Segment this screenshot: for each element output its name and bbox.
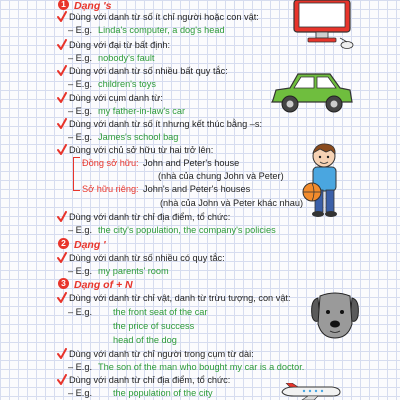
example-prefix: – E.g. [68,225,93,235]
example-prefix: – E.g. [68,79,93,89]
rule-text: Dùng với danh từ số ít nhưng kết thúc bằng –s: [69,119,263,129]
checkmark-icon [57,211,67,223]
section-number: 1 [58,0,69,10]
checkmark-icon [57,144,67,156]
checkmark-icon [57,118,67,130]
example-text: the population of the city [113,388,213,398]
example-prefix: – E.g. [68,106,93,116]
checkmark-icon [57,92,67,104]
example-text: my parents' room [98,266,169,276]
checkmark-icon [57,292,67,304]
example-text: The son of the man who bought my car is a doctor. [98,362,305,372]
example-text: James's school bag [98,132,179,142]
car-icon [268,68,354,118]
checkmark-icon [57,39,67,51]
example-prefix: – E.g. [68,25,93,35]
section-title: Dạng 's [74,0,112,12]
rule-text: Dùng với danh từ chỉ vật, danh từ trừu tượng, con vật: [69,293,291,303]
separate-text: John's and Peter's houses [143,184,251,194]
section-title: Dạng ' [74,239,106,251]
rule-text: Dùng với danh từ số nhiều bất quy tắc: [69,66,228,76]
ownership-bracket [73,157,80,191]
checkmark-icon [57,348,67,360]
boy-with-ball-icon [302,142,348,220]
checkmark-icon [57,374,67,386]
dog-icon [308,290,362,344]
example-text: the front seat of the car [113,307,208,317]
joint-label: Đồng sở hữu: [82,158,139,168]
rule-text: Dùng với danh từ chỉ địa điểm, tổ chức: [69,212,231,222]
section-title: Dạng of + N [74,279,133,291]
checkmark-icon [57,11,67,23]
rule-text: Dùng với chủ sở hữu từ hai trở lên: [69,145,214,155]
rule-text: Dùng với danh từ số ít chỉ người hoặc con vật: [69,12,259,22]
airplane-icon [280,383,342,400]
separate-label: Sở hữu riêng: [82,184,139,194]
example-prefix: – E.g. [68,362,93,372]
example-prefix: – E.g. [68,388,93,398]
example-prefix: – E.g. [68,53,93,63]
computer-icon [290,0,360,50]
example-text: the price of success [113,321,195,331]
checkmark-icon [57,65,67,77]
checkmark-icon [57,252,67,264]
example-text: children's toys [98,79,156,89]
rule-text: Dùng với danh từ số nhiều có quy tắc: [69,253,225,263]
section-number: 2 [58,238,69,249]
example-prefix: – E.g. [68,132,93,142]
example-text: my father-in-law's car [98,106,186,116]
rule-text: Dùng với danh từ chỉ người trong cụm từ dài: [69,349,254,359]
example-text: nobody's fault [98,53,155,63]
rule-text: Dùng với danh từ chỉ địa điểm, tổ chức: [69,375,231,385]
example-text: the city's population, the company's policies [98,225,276,235]
section-number: 3 [58,278,69,289]
example-prefix: – E.g. [68,307,93,317]
joint-text: John and Peter's house [143,158,240,168]
rule-text: Dùng với cụm danh từ: [69,93,163,103]
rule-text: Dùng với đại từ bất định: [69,40,171,50]
example-text: Linda's computer, a dog's head [98,25,225,35]
example-prefix: – E.g. [68,266,93,276]
example-text: head of the dog [113,335,177,345]
